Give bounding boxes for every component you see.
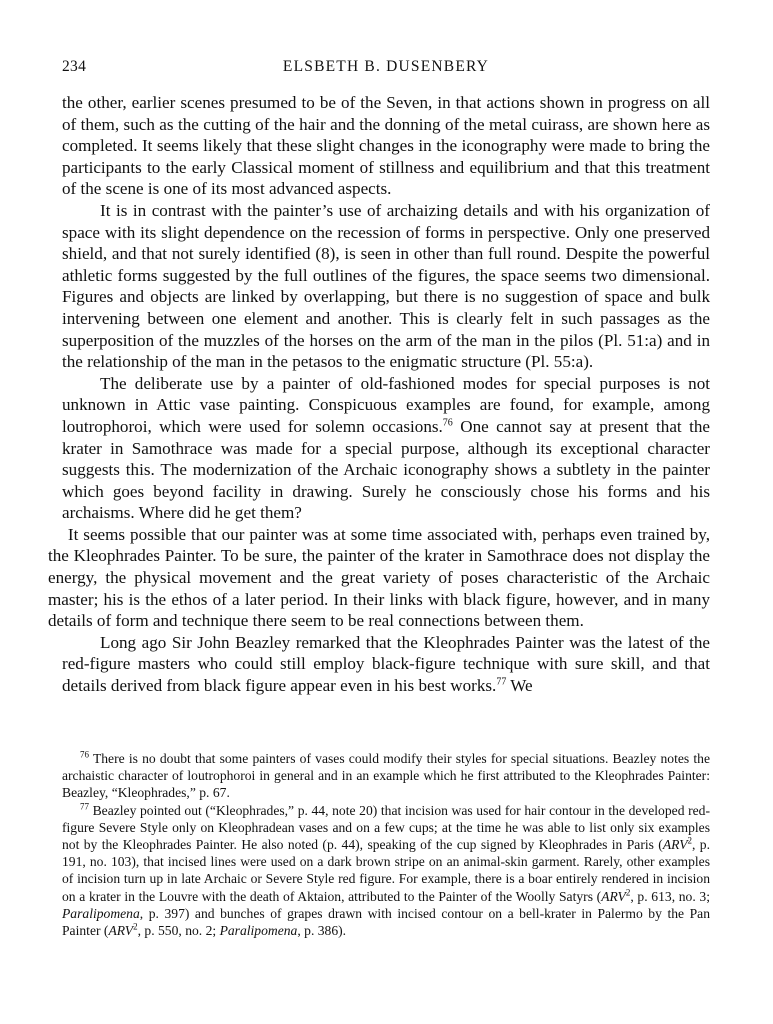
- footnote-ref-77[interactable]: 77: [496, 676, 507, 688]
- paragraph-4: [48, 524, 710, 632]
- paragraph-3-text-b: One cannot say at present that the krater in Samothrace was made for a special purpose, although its exceptional character suggests this. The modernization of the Archaic iconography shows a subtlety in the painter which goes beyond facility in drawing. Surely he consciously chose his forms and his archaisms. Where did he get them?: [62, 416, 710, 523]
- arv-edition: 2: [625, 887, 631, 898]
- footnote-77-text-6: , p. 386).: [297, 923, 347, 939]
- arv-edition: 2: [687, 835, 693, 846]
- body-text: [48, 92, 710, 697]
- paragraph-4-text: It seems possible that our painter was at some time associated with, perhaps even trained by, the Kleophrades Painter. To be sure, the painter of the krater in Samothrace does not display the energy, the physical movement and the great variety of poses characteristic of the Archaic master; his is the ethos of a later period. In their links with black figure, however, and in many details of form and technique there seem to be real connections between them.: [48, 524, 710, 631]
- footnotes: [62, 750, 710, 939]
- paragraph-5-text-a: Long ago Sir John Beazley remarked that the Kleophrades Painter was the latest of the red-figure masters who could still employ black-figure technique with sure skill, and that details derived from black figure appear even in his best works.: [62, 632, 710, 696]
- footnote-77-text-2: , p. 191, no. 103), that incised lines were used on a dark brown stripe on an animal-skin garment. Rarely, other examples of incision turn up in late Archaic or Severe Style red figure. For example, there is a boar entirely rendered in incision on a krater in the Louvre with the death of Aktaion, attributed to the Painter of the Woolly Satyrs (: [62, 837, 710, 904]
- paragraph-4-indent: [48, 525, 68, 544]
- page-number: 234: [62, 58, 87, 75]
- paragraph-5-text-b: We: [506, 676, 533, 696]
- arv-citation: ARV: [108, 923, 134, 939]
- arv-citation: ARV: [662, 837, 688, 853]
- paragraph-5: [62, 632, 710, 697]
- footnote-77-text-4: , p. 397) and bunches of grapes drawn with incised contour on a bell-krater in Palermo by the Pan Painter (: [62, 905, 710, 939]
- page-header: [62, 58, 710, 78]
- paragraph-1: the other, earlier scenes presumed to be of the Seven, in that actions shown in progress on all of them, such as the cutting of the hair and the donning of the metal cuirass, are shown here as completed. It seems likely that these slight changes in the iconography were made to bring the participants to the early Classical moment of stillness and equilibrium and that this treatment of the scene is one of its most advanced aspects.: [62, 93, 710, 199]
- running-head: ELSBETH B. DUSENBERY: [282, 58, 490, 75]
- paralipomena-citation: Paralipomena: [62, 905, 140, 921]
- footnote-76-text: There is no doubt that some painters of vases could modify their styles for special situations. Beazley notes the archaistic character of loutrophoroi in general and in an example which he first attributed to the Kleophrades Painter: Beazley, “Kleophrades,” p. 67.: [62, 751, 710, 801]
- footnote-76-number: 76: [80, 749, 89, 760]
- footnote-77: [62, 802, 710, 940]
- paragraph-2: It is in contrast with the painter’s use of archaizing details and with his organization of space with its slight dependence on the recession of forms in perspective. Only one preserved shield, and that not surely identified (8), is seen in other than full round. Despite the powerful athletic forms suggested by the full outlines of the figures, the space seems two dimensional. Figures and objects are linked by overlapping, but there is no suggestion of space and bulk intervening between one element and another. This is clearly felt in such passages as the superposition of the muzzles of the horses on the arm of the man in the pilos (Pl. 51:a) and in the relationship of the man in the petasos to the enigmatic structure (Pl. 55:a).: [62, 200, 710, 372]
- footnote-77-text-5: , p. 550, no. 2;: [137, 923, 220, 939]
- footnote-76: [62, 750, 710, 802]
- paralipomena-citation: Paralipomena: [219, 923, 298, 939]
- arv-edition: 2: [133, 921, 138, 932]
- paragraph-3-text-a: The deliberate use by a painter of old-fashioned modes for special purposes is not unknown in Attic vase painting. Conspicuous examples are found, for example, among loutrophoroi, which were used for solemn occasions.: [62, 373, 710, 436]
- footnote-77-text-1: Beazley pointed out (“Kleophrades,” p. 44, note 20) that incision was used for hair contour in the developed red-figure Severe Style only on Kleophradean vases and on a few cups; at the time he was able to list only six examples not by the Kleophrades Painter. He also noted (p. 44), speaking of the cup signed by Kleophrades in Paris (: [62, 802, 710, 853]
- arv-citation: ARV: [601, 888, 626, 904]
- footnote-77-text-3: , p. 613, no. 3;: [630, 888, 710, 904]
- footnote-77-number: 77: [80, 801, 89, 812]
- footnote-ref-76[interactable]: 76: [442, 417, 453, 429]
- paragraph-3: [62, 373, 710, 524]
